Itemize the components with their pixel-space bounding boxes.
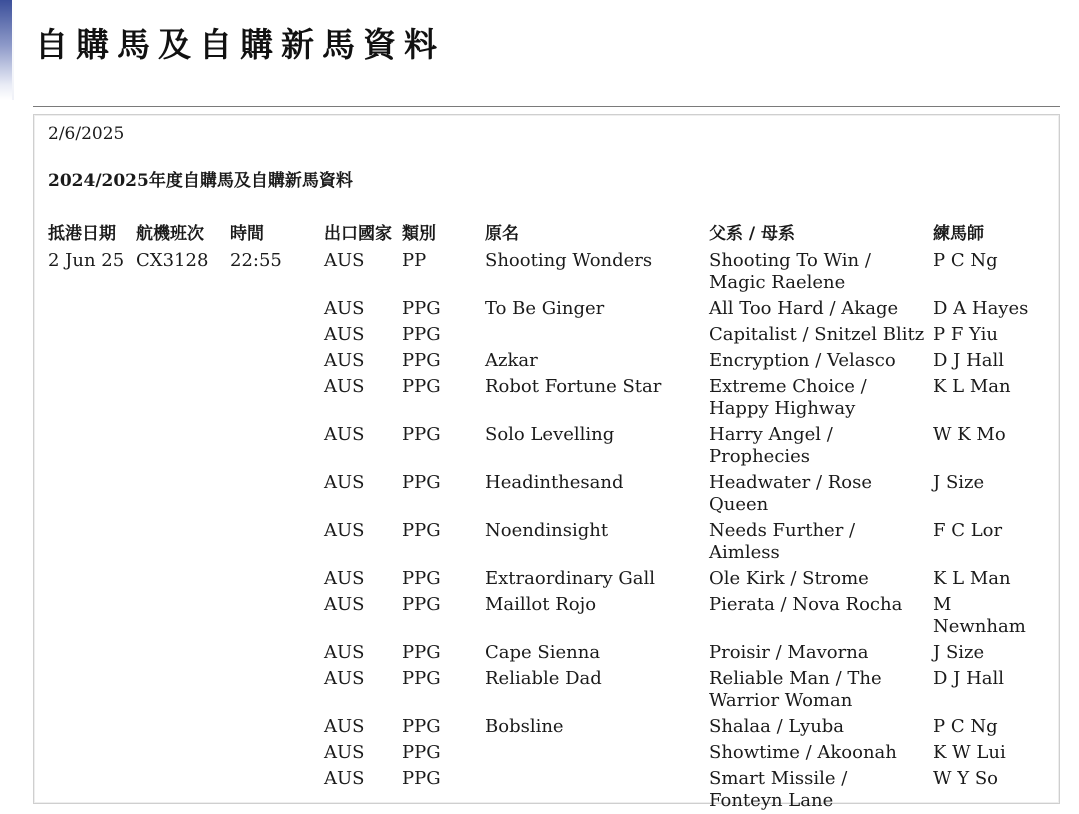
header-flight: 航機班次	[136, 224, 204, 244]
header-export-country: 出口國家	[324, 224, 392, 244]
cell-trainer: K W Lui	[933, 742, 1006, 763]
cell-category: PPG	[402, 742, 441, 763]
cell-arrival-date	[44, 714, 132, 740]
cell-category: PPG	[402, 520, 441, 541]
cell-country: AUS	[324, 742, 365, 763]
page-title: 自購馬及自購新馬資料	[35, 25, 445, 64]
cell-pedigree: Shalaa / Lyuba	[709, 716, 845, 737]
cell-horse-name: Cape Sienna	[485, 642, 601, 663]
cell-flight	[132, 566, 226, 592]
cell-horse-name: Shooting Wonders	[485, 250, 653, 271]
cell-flight	[132, 640, 226, 666]
header-trainer: 練馬師	[933, 224, 984, 244]
header-time: 時間	[230, 224, 264, 244]
table-row	[44, 592, 1048, 640]
table-row	[44, 248, 1048, 296]
cell-arrival-date	[44, 592, 132, 640]
cell-horse-name	[481, 740, 705, 766]
cell-category: PPG	[402, 324, 441, 345]
horse-arrival-table	[44, 219, 1048, 814]
cell-category: PPG	[402, 350, 441, 371]
cell-pedigree: Proisir / Mavorna	[709, 642, 869, 663]
table-row	[44, 666, 1048, 714]
cell-category: PPG	[402, 642, 441, 663]
cell-country: AUS	[324, 716, 365, 737]
cell-flight	[132, 374, 226, 422]
cell-category: PPG	[402, 668, 441, 689]
header-sire-dam: 父系 / 母系	[709, 224, 796, 244]
cell-time	[226, 296, 320, 322]
cell-country: AUS	[324, 472, 365, 493]
table-row	[44, 566, 1048, 592]
cell-category: PPG	[402, 568, 441, 589]
cell-horse-name	[481, 322, 705, 348]
table-header-row	[44, 219, 1048, 248]
content-panel	[33, 114, 1060, 811]
cell-trainer: P F Yiu	[933, 324, 998, 345]
cell-country: AUS	[324, 768, 365, 789]
cell-time	[226, 518, 320, 566]
cell-country: AUS	[324, 668, 365, 689]
cell-category: PPG	[402, 768, 441, 789]
table-row	[44, 470, 1048, 518]
cell-pedigree: Headwater / Rose Queen	[709, 472, 873, 515]
cell-pedigree: Needs Further / Aimless	[709, 520, 856, 563]
cell-category: PPG	[402, 298, 441, 319]
cell-trainer: W Y So	[933, 768, 998, 789]
cell-flight	[132, 766, 226, 814]
cell-arrival-date	[44, 296, 132, 322]
cell-country: AUS	[324, 298, 365, 319]
cell-arrival-date	[44, 566, 132, 592]
cell-pedigree: Showtime / Akoonah	[709, 742, 897, 763]
table-row	[44, 374, 1048, 422]
cell-arrival-date	[44, 766, 132, 814]
cell-country: AUS	[324, 424, 365, 445]
cell-category: PPG	[402, 594, 441, 615]
cell-flight	[132, 422, 226, 470]
cell-arrival-date	[44, 470, 132, 518]
cell-time	[226, 470, 320, 518]
cell-flight	[132, 296, 226, 322]
cell-time	[226, 640, 320, 666]
cell-arrival-date	[44, 374, 132, 422]
cell-country: AUS	[324, 594, 365, 615]
cell-flight	[132, 518, 226, 566]
cell-country: AUS	[324, 350, 365, 371]
table-row	[44, 766, 1048, 814]
cell-horse-name: Noendinsight	[485, 520, 609, 541]
cell-time	[226, 666, 320, 714]
cell-pedigree: Pierata / Nova Rocha	[709, 594, 903, 615]
cell-flight	[132, 592, 226, 640]
cell-time	[226, 422, 320, 470]
cell-trainer: F C Lor	[933, 520, 1003, 541]
header-category: 類別	[402, 224, 436, 244]
cell-horse-name: Solo Levelling	[485, 424, 615, 445]
cell-pedigree: Shooting To Win / Magic Raelene	[709, 250, 871, 293]
cell-trainer: J Size	[933, 642, 985, 663]
cell-time	[226, 740, 320, 766]
cell-category: PPG	[402, 472, 441, 493]
table-row	[44, 322, 1048, 348]
cell-trainer: K L Man	[933, 376, 1011, 397]
cell-horse-name: Maillot Rojo	[485, 594, 597, 615]
cell-trainer: W K Mo	[933, 424, 1006, 445]
table-row	[44, 296, 1048, 322]
cell-flight: CX3128	[136, 250, 209, 271]
cell-arrival-date	[44, 518, 132, 566]
cell-time	[226, 766, 320, 814]
cell-time	[226, 592, 320, 640]
cell-trainer: J Size	[933, 472, 985, 493]
table-row	[44, 714, 1048, 740]
cell-category: PPG	[402, 716, 441, 737]
cell-pedigree: Capitalist / Snitzel Blitz	[709, 324, 925, 345]
cell-time	[226, 348, 320, 374]
cell-country: AUS	[324, 250, 365, 271]
cell-category: PPG	[402, 424, 441, 445]
cell-country: AUS	[324, 568, 365, 589]
table-row	[44, 640, 1048, 666]
cell-arrival-date	[44, 322, 132, 348]
cell-category: PPG	[402, 376, 441, 397]
table-row	[44, 740, 1048, 766]
cell-horse-name: Extraordinary Gall	[485, 568, 656, 589]
cell-arrival-date	[44, 348, 132, 374]
cell-trainer: K L Man	[933, 568, 1011, 589]
cell-pedigree: Harry Angel / Prophecies	[709, 424, 833, 467]
cell-horse-name: Bobsline	[485, 716, 564, 737]
cell-trainer: P C Ng	[933, 250, 998, 271]
cell-horse-name: Azkar	[485, 350, 538, 371]
cell-flight	[132, 470, 226, 518]
table-row	[44, 518, 1048, 566]
cell-flight	[132, 666, 226, 714]
cell-pedigree: All Too Hard / Akage	[709, 298, 899, 319]
header-arrival-date: 抵港日期	[48, 224, 116, 244]
cell-trainer: D A Hayes	[933, 298, 1029, 319]
cell-flight	[132, 714, 226, 740]
decorative-edge-gradient	[0, 0, 14, 100]
cell-pedigree: Encryption / Velasco	[709, 350, 896, 371]
cell-horse-name: To Be Ginger	[485, 298, 605, 319]
cell-category: PP	[402, 250, 427, 271]
season-heading: 2024/2025年度自購馬及自購新馬資料	[48, 171, 353, 191]
cell-pedigree: Smart Missile / Fonteyn Lane	[709, 768, 848, 811]
table-row	[44, 348, 1048, 374]
cell-country: AUS	[324, 376, 365, 397]
cell-country: AUS	[324, 642, 365, 663]
cell-pedigree: Reliable Man / The Warrior Woman	[709, 668, 882, 711]
cell-country: AUS	[324, 520, 365, 541]
cell-horse-name: Reliable Dad	[485, 668, 602, 689]
cell-horse-name: Headinthesand	[485, 472, 624, 493]
cell-time	[226, 374, 320, 422]
cell-arrival-date: 2 Jun 25	[48, 250, 125, 271]
cell-horse-name	[481, 766, 705, 814]
header-original-name: 原名	[485, 224, 519, 244]
cell-pedigree: Extreme Choice / Happy Highway	[709, 376, 867, 419]
cell-time	[226, 566, 320, 592]
cell-flight	[132, 740, 226, 766]
cell-trainer: M Newnham	[933, 594, 1026, 637]
cell-country: AUS	[324, 324, 365, 345]
cell-flight	[132, 348, 226, 374]
publish-date: 2/6/2025	[48, 124, 125, 144]
table-row	[44, 422, 1048, 470]
cell-arrival-date	[44, 640, 132, 666]
cell-trainer: P C Ng	[933, 716, 998, 737]
cell-trainer: D J Hall	[933, 350, 1005, 371]
cell-horse-name: Robot Fortune Star	[485, 376, 662, 397]
cell-pedigree: Ole Kirk / Strome	[709, 568, 869, 589]
cell-arrival-date	[44, 740, 132, 766]
cell-time: 22:55	[230, 250, 282, 271]
cell-trainer: D J Hall	[933, 668, 1005, 689]
cell-arrival-date	[44, 666, 132, 714]
cell-flight	[132, 322, 226, 348]
cell-time	[226, 322, 320, 348]
cell-time	[226, 714, 320, 740]
cell-arrival-date	[44, 422, 132, 470]
title-divider	[33, 106, 1060, 107]
